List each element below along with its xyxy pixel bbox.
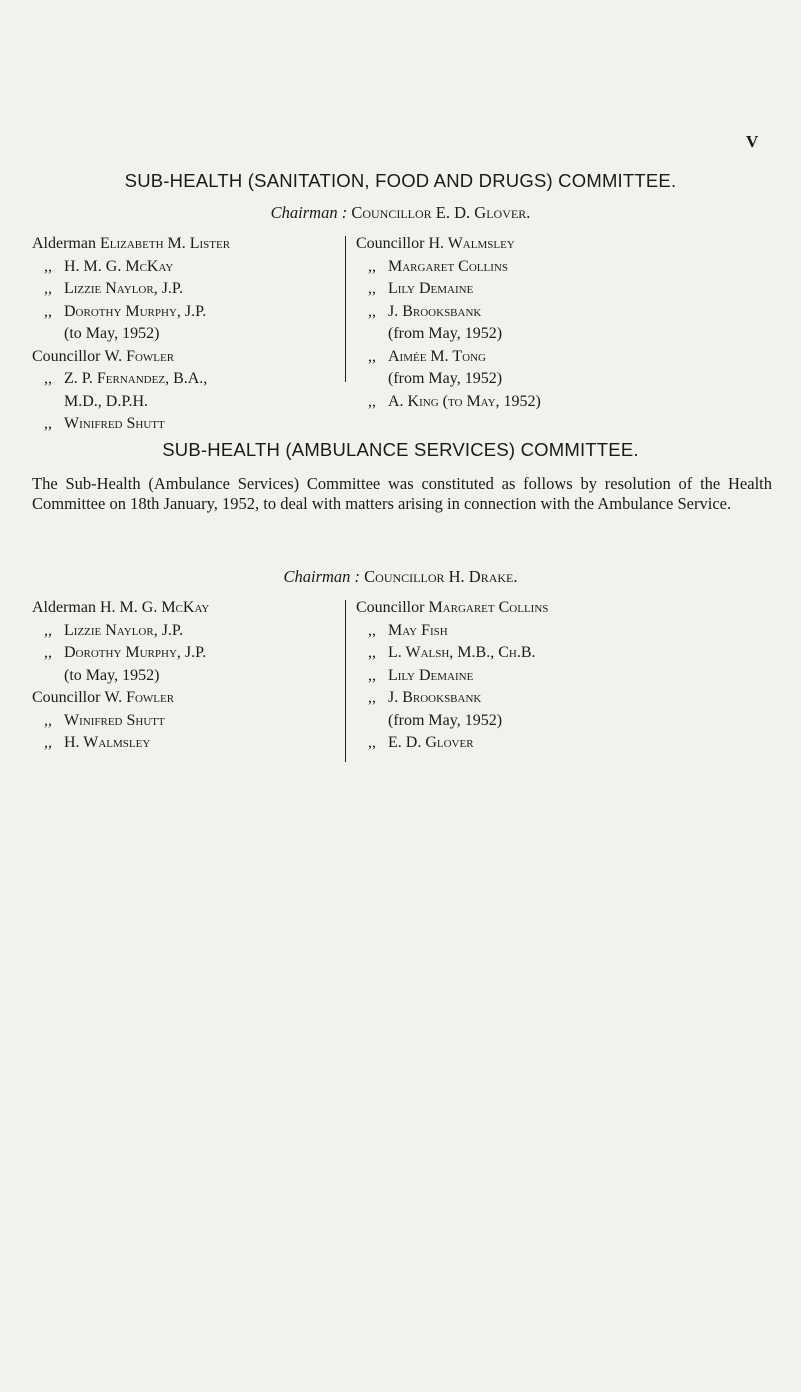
- member-name: H. Walmsley: [428, 235, 515, 252]
- member-name: W. Fowler: [104, 689, 175, 706]
- ditto-mark: ,,: [368, 621, 376, 639]
- member-entry: [356, 732, 548, 755]
- page-number: V: [746, 132, 759, 151]
- member-note: (to May, 1952): [64, 325, 160, 342]
- chairman-label: Chairman :: [270, 203, 348, 222]
- ditto-mark: ,,: [368, 347, 376, 365]
- section1-left-column: [32, 233, 230, 436]
- member-name: Aimée M. Tong: [388, 347, 486, 365]
- member-name: H. M. G. McKay: [99, 599, 210, 616]
- member-name: H. Walmsley: [64, 734, 151, 751]
- member-entry: [32, 642, 209, 665]
- member-note: (from May, 1952): [388, 325, 503, 342]
- section1-right-column: [356, 233, 541, 413]
- member-entry: [32, 368, 230, 391]
- section1-chairman: [0, 203, 801, 223]
- member-title: Councillor: [32, 347, 101, 365]
- member-entry: [356, 278, 541, 301]
- member-name: Lily Demaine: [388, 666, 474, 684]
- ditto-mark: ,,: [44, 302, 52, 320]
- member-title: Councillor: [32, 689, 101, 706]
- member-name: A. King (to May, 1952): [388, 392, 541, 410]
- member-name: Lily Demaine: [388, 280, 474, 297]
- member-entry: [32, 597, 209, 620]
- member-entry: [356, 620, 548, 643]
- ditto-mark: ,,: [368, 734, 376, 751]
- section2-column-divider: [345, 600, 346, 762]
- member-name: May Fish: [388, 621, 448, 639]
- ditto-mark: ,,: [368, 644, 376, 661]
- ditto-mark: ,,: [368, 392, 376, 410]
- member-name: Lizzie Naylor, J.P.: [64, 621, 184, 639]
- member-note: (from May, 1952): [388, 711, 503, 729]
- section2-right-column: [356, 597, 548, 755]
- ditto-mark: ,,: [44, 370, 52, 387]
- member-note: (from May, 1952): [388, 370, 503, 387]
- section2-left-column: [32, 597, 209, 755]
- ditto-mark: ,,: [368, 302, 376, 320]
- member-title: Alderman: [32, 599, 96, 616]
- member-entry: [356, 233, 541, 256]
- member-entry: [356, 642, 548, 665]
- ditto-mark: ,,: [44, 257, 52, 275]
- member-entry: [356, 391, 541, 414]
- member-entry: [32, 413, 230, 436]
- member-name: Lizzie Naylor, J.P.: [64, 280, 184, 297]
- section1-column-divider: [345, 236, 346, 382]
- member-note: (to May, 1952): [64, 666, 160, 684]
- member-entry: [356, 665, 548, 688]
- member-title: Alderman: [32, 235, 96, 252]
- member-name: W. Fowler: [104, 347, 175, 365]
- member-entry: [32, 620, 209, 643]
- member-entry: [356, 687, 548, 710]
- member-entry: [356, 256, 541, 279]
- member-entry: [356, 597, 548, 620]
- ditto-mark: ,,: [368, 689, 376, 706]
- ditto-mark: ,,: [368, 257, 376, 275]
- member-name: Z. P. Fernandez, B.A.,: [64, 370, 208, 387]
- ditto-mark: ,,: [44, 280, 52, 297]
- member-name: Dorothy Murphy, J.P.: [64, 302, 207, 320]
- member-title: Councillor: [356, 235, 425, 252]
- member-entry: [32, 346, 230, 369]
- member-name: E. D. Glover: [388, 734, 474, 751]
- member-title: Councillor: [356, 599, 425, 616]
- ditto-mark: ,,: [44, 711, 52, 729]
- member-name: Elizabeth M. Lister: [99, 235, 231, 252]
- member-name: Winifred Shutt: [64, 711, 165, 729]
- member-name: L. Walsh, M.B., Ch.B.: [388, 644, 536, 661]
- section1-title: SUB-HEALTH (SANITATION, FOOD AND DRUGS) COMMITTEE.: [124, 170, 677, 191]
- member-entry: [32, 710, 209, 733]
- chairman-name: Councillor E. D. Glover.: [351, 203, 531, 222]
- member-entry: [356, 301, 541, 324]
- member-name: J. Brooksbank: [388, 689, 482, 706]
- ditto-mark: ,,: [44, 734, 52, 751]
- member-name: Dorothy Murphy, J.P.: [64, 644, 207, 661]
- ditto-mark: ,,: [44, 621, 52, 639]
- section2-chairman: [0, 567, 801, 587]
- member-entry: [32, 301, 230, 324]
- member-name: J. Brooksbank: [388, 302, 482, 320]
- member-entry: [32, 256, 230, 279]
- member-name: Margaret Collins: [428, 599, 549, 616]
- member-name: Margaret Collins: [388, 257, 508, 275]
- section2-paragraph: The Sub-Health (Ambulance Services) Committee was constituted as follows by resolution of the Health Committee on 18th January, 1952, to deal with matters arising in connection with the Ambulance Service.: [32, 474, 772, 513]
- chairman-name: Councillor H. Drake.: [364, 567, 518, 586]
- member-entry: [32, 687, 209, 710]
- member-entry: [32, 278, 230, 301]
- member-entry: [32, 732, 209, 755]
- ditto-mark: ,,: [368, 280, 376, 297]
- member-entry: [32, 233, 230, 256]
- chairman-label: Chairman :: [283, 567, 361, 586]
- member-name: Winifred Shutt: [64, 415, 165, 432]
- member-note: M.D., D.P.H.: [64, 392, 149, 410]
- section2-title: SUB-HEALTH (AMBULANCE SERVICES) COMMITTEE.: [162, 439, 639, 460]
- member-name: H. M. G. McKay: [64, 257, 174, 275]
- ditto-mark: ,,: [44, 415, 52, 432]
- ditto-mark: ,,: [368, 666, 376, 684]
- member-entry: [356, 346, 541, 369]
- ditto-mark: ,,: [44, 644, 52, 661]
